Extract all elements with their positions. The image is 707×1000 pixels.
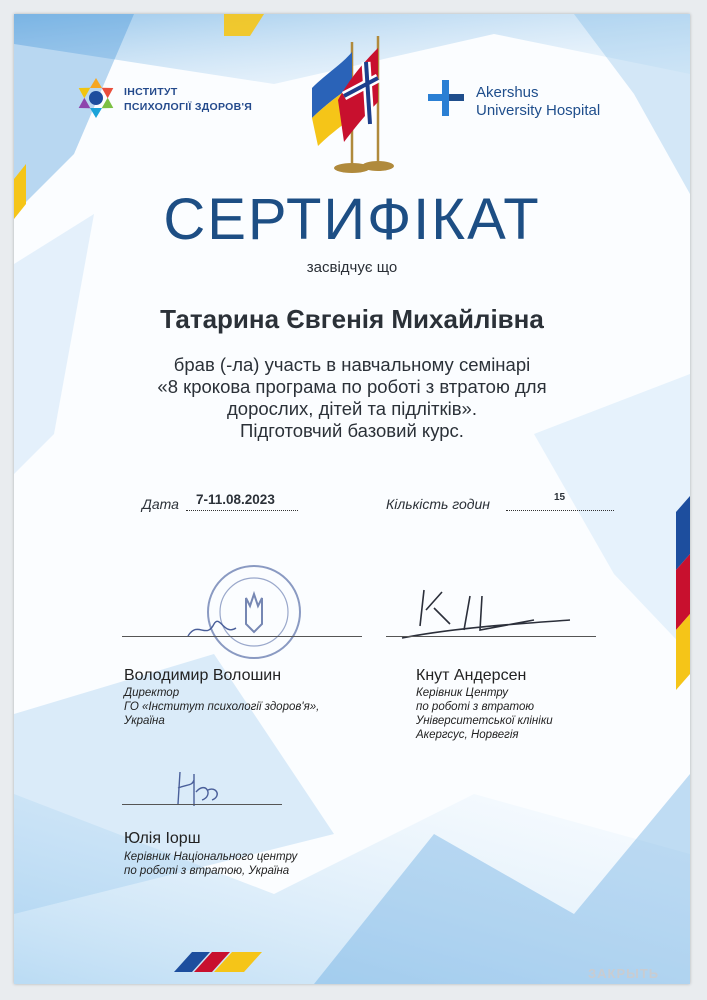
signatory-1-role-1: Директор	[124, 687, 180, 699]
signature-2-image	[394, 580, 574, 650]
institute-logo-icon	[74, 76, 118, 120]
signature-1-image	[184, 610, 244, 644]
body-line-4: Підготовчий базовий курс.	[240, 420, 464, 441]
signature-line-2	[386, 636, 596, 637]
institute-name-line1: ІНСТИТУТ	[124, 86, 178, 98]
watermark-text: ЗАКРЫТЬ	[588, 966, 660, 981]
signatory-3-role-2: по роботі з втратою, Україна	[124, 865, 290, 877]
hours-label: Кількість годин	[386, 496, 491, 512]
signatory-2-name: Кнут Андерсен	[416, 667, 527, 684]
hours-underline	[506, 510, 614, 511]
signatory-2-role-4: Акергсус, Норвегія	[416, 729, 519, 741]
signatory-2-role-2: по роботі з втратою	[416, 701, 535, 713]
hospital-name-line2: University Hospital	[476, 102, 601, 119]
hospital-name-line1: Akershus	[476, 84, 539, 101]
signatory-2-role-3: Університетської клініки	[416, 715, 553, 727]
body-line-3: дорослих, дітей та підлітків».	[227, 398, 477, 419]
hospital-logo-icon	[424, 76, 468, 120]
body-line-2: «8 крокова програма по роботі з втратою для	[157, 376, 547, 397]
certificate-sheet	[14, 14, 690, 984]
signatory-1-name: Володимир Волошин	[124, 667, 282, 684]
recipient-name: Татарина Євгенія Михайлівна	[160, 304, 544, 334]
institute-name-line2: ПСИХОЛОГІЇ ЗДОРОВ'Я	[124, 101, 253, 113]
signatory-1-role-3: Україна	[124, 715, 165, 727]
signatory-1-role-2: ГО «Інститут психології здоров'я»,	[124, 701, 320, 713]
body-line-1: брав (-ла) участь в навчальному семінарі	[173, 354, 531, 375]
signatory-2-role-1: Керівник Центру	[416, 687, 509, 699]
date-value: 7-11.08.2023	[196, 492, 275, 507]
signature-line-3	[122, 804, 282, 805]
signatory-3-name: Юлія Іорш	[124, 830, 201, 847]
certificate-subtitle: засвідчує що	[306, 259, 398, 276]
hours-value: 15	[554, 492, 566, 503]
certificate-title: СЕРТИФІКАТ	[163, 187, 541, 252]
date-label: Дата	[142, 496, 179, 512]
flags-illustration	[304, 34, 414, 184]
signatory-3-role-1: Керівник Національного центру	[124, 851, 298, 863]
date-underline	[186, 510, 298, 511]
